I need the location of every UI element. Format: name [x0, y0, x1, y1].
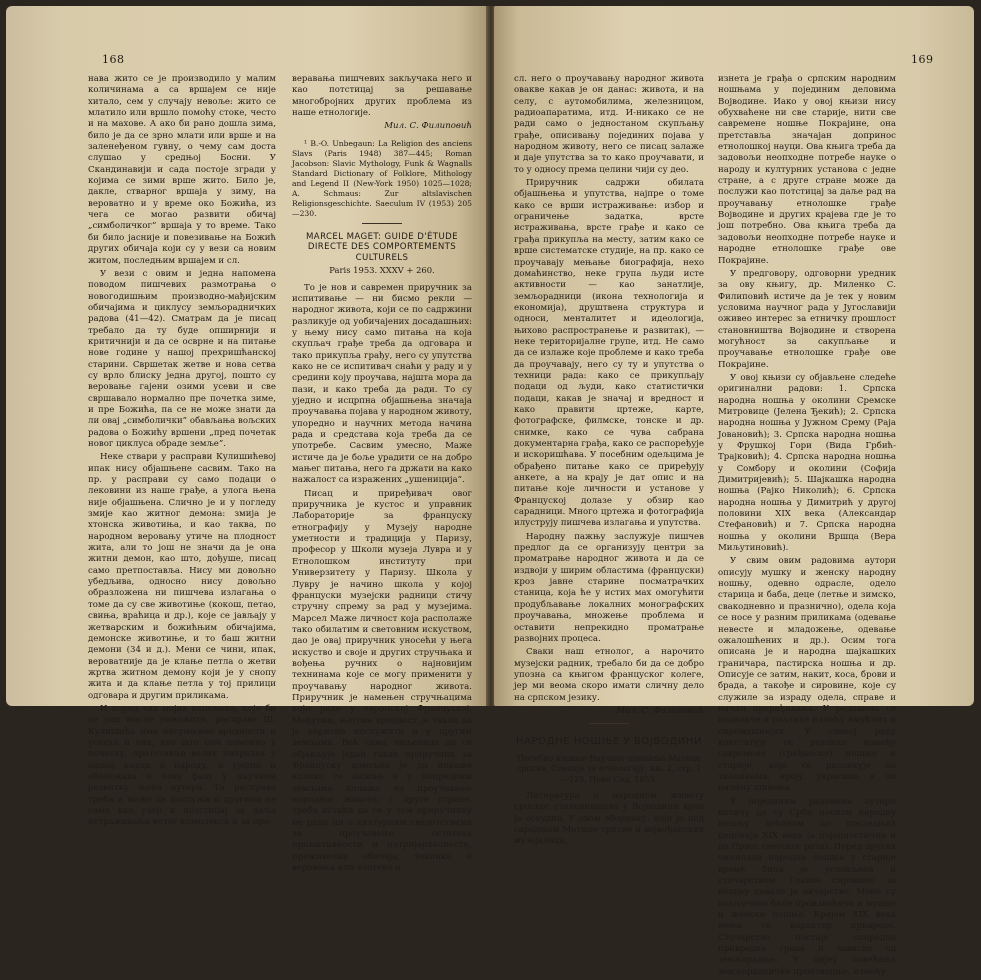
left-col1-paragraph: У вези с овим и једна напомена поводом пишчевих размотрања о новогодишњим производно-мађијским обичајима и циклусу земљорадничких радова (41—42). Сматрам да је писац требало да ту буде опширнији и критичнији и да се осврне и на питање нове године у нашој прехришћанској старини. Свршетак жетве и нова сетва су врло блиску једна другој, пошто су веровање гајени озими усеви и све свршавало нормално пре почетка зиме, и пре Божића, па се не може знати да ли овај „симболички” обављања вољских радова о Божићу вршени „пред почетак новог циклуса обраде земље”. [88, 268, 276, 449]
left-column-1 [88, 74, 276, 831]
right-col2-paragraph: У овој књизи су објављене следеће оригинални радови: 1. Српска народна ношња у околини Сремске Митровице (Јелена Ђекић); 2. Српска народна ношња у Јужном Срему (Раја Јовановић); 3. Српска народна ношња у Фрушкој Гори (Вида Грбић-Трајковић); 4. Српска народна ношња у Сомбору и околини (Софија Димитријевић); 5. Шајкашка народна ношња (Рајко Николић); 6. Српска народна ношња у Димитрић у другој половини XIX века (Александар Стефановић) и 7. Српска народна ношња у околини Вршца (Вера Миљутиновић). [718, 372, 896, 554]
right-col1-paragraph: Литература о народном животу српског становништва у Војводини врло је оскудна. У овом зборнику, који је под сарадњом Матице српске и војвођанских музејалаца, [514, 791, 704, 847]
author-signature: Мил. С. Филиповић [616, 705, 704, 716]
section-heading: НАРОДНЕ НОШЊЕ У ВОЈВОДИНИ [515, 736, 703, 748]
page-number-left: 168 [102, 53, 125, 66]
left-page [6, 6, 488, 874]
left-col1-paragraph: нава жито се је производило у малим количинама а са вршајем се није хитало, сем у случају невоље: жито се млатило или вршло помоћу стоке, често и на махове. А ако би рано дошла зима, било је да се зрно млати или врше и на заленеђеном гувну, о чему сам доста слушао у средњој Босни. У Скандинавији и сада постоје згради у којима се зими врше жито. Било је, дакле, стварног вршаја у зиму, на вероватно и у време око Божића, из чега се могао развити обичај „симболичког” вршаја у то време. Тако би било јасније и повезивање на Божић других обичаја који су у вези са новим житом, последњим вршајем и сл. [88, 74, 276, 266]
footnote: ¹ B.-O. Unbegaun: La Religion des anciens Slavs (Paris 1948) 387—445; Roman Jacobson: Slavic Mythology, Funk & Wagnalls Standard Dictionary of Folklore, Mithology and Legend II (New-York 1950) 1025—1028; A. Schmaus: Zur altslavischen Religionsgeschichte. Saeculum IV (1953) 205—230. [292, 138, 472, 218]
right-page [494, 6, 974, 977]
left-col1-paragraph: Неке ствари у расправи Кулишићевој ипак нису објашњене сасвим. Тако на пр. у расправи су само подаци о лековини из наше грађе, а улога њена није објашњена. Слично је и у погледу змије као житног демона: змија је хтонска животиња, и као таква, по народном веровању утиче на плодност жита, али то још не значи да је она житни демон, као што, дођуше, писац само претпоставља. Нису ми довољно убедљива, односно нису довољно образложена ни пишчева излагања о томе да су све животиње (кокош, петао, свиња, враћица и др.), које се јављају у жетварским и божићњим обичајима, демонске животиње, и то баш житни демони (34 и д.). Мени се чини, ипак, вероватније да је клање петла о жетви жртва житном демону који је у снопу жита и да клање петла у тој прилици одговара и другим приликама. [88, 452, 276, 701]
review-publication: Paris 1953. XXXV + 260. [329, 265, 435, 276]
right-col1-paragraph: сл. него о проучавању народног живота овакве какав је он данас: живота, и на селу, с аутомобилима, железницом, радиоапаратима, итд. И-никако се не ради само о једностаном скупљању грађе, описивању појединих појава у народном животу, него се писац залаже и даје упутства за то како проучавати, и то у односу према целини чији су део. [514, 74, 704, 175]
left-column-2 [292, 74, 472, 876]
right-col2-paragraph: У предговору, одговорни уредник за ову књигу, др. Миленко С. Филиповић истиче да је тек у новим условима научног рада у Југославији оживео интерес за етничку прошлост становништва Војводине и створена могућност за сакупљање и проучавање етнолошке грађе ове Покрајине. [718, 268, 896, 370]
divider [362, 223, 402, 224]
right-col2-paragraph: У појединим радовима аутори истичу да су Срби носили народну ношњу већином до последњих деценија XIX века (а поједностично и до Првог светског рата). Поред других чинилаца народна ношња у старије време била је условљена и сточарством. Главне сировине за ношњу давале је овчарство. Мене су искључиво биле произвођачи и мушке и женске ношње. Крајем XIX века мења се карактер привреде. Сточарство постаје споредна привредна грана и зависно од земљорадње. У цијеу повећања земљорадничке производње, између [718, 796, 896, 977]
right-column-1 [514, 74, 704, 850]
right-col2-paragraph: изнета је грађа о српским народним ношњама у појединим деловима Војводине. Иако у овој књизи нису обухваћене ни све старије, нити све савремене ношње Покрајине, она претставља значајан допринос етнолошкој науци. Ова књига треба да задовољи неопходне потребе науке о народу и културних установа с једне стране, а с друге стране може да послужи као потстицај за даље рад на проучавању етнолошке грађе Војводине и других крајева где је то још потребно. Ова књига треба да задовољи неопходне потребе науке и народне етнолошке грађе ове Покрајине. [718, 74, 896, 266]
divider [589, 723, 629, 724]
left-col2-paragraph: Писац и приређивач овог приручника је кустос и управник Лабораторије за француску етнографију у Музеју народне уметности и традиција у Паризу, професор у Школи музеја Лувра и у Етнолошком институту при Универзитету у Паризу. Школа у Лувру је начино школа у којој француски музејски радници стичу стручну спрему за рад у музејима. Марсел Маже личност која располаже тако обилатим и световним искуством, дао је овај приручник уносећи у њега искуство и своје и других стручњака и вођења ручних о најновијим технинама које се могу применити у проучавању народног живота. Приручник је намењен стручњацима који раде у европској Француској. Међутим, његова вредност је таква да је корисно послужити и у другим земљама. Већ сама чињеница да се објављује један такав приручник за Француску довољна је да покаже колико се пажње и у напредним земљама полаже на проучавање народног живота; с друге стране, треба истаћи да се у том приручнику не ради ни о културним сведотствима за проучавање остатака примитивности и патријархалности, преживелих обичаја, техника и веровања или езотеке и [292, 488, 472, 874]
right-col1-paragraph: Сваки наш етнолог, а нарочито музејски радник, требало би да се добро упозна са књигом француског колеге, јер ми веома скоро имати сличну дело на српском језику. [514, 647, 704, 703]
right-column-2 [718, 74, 896, 980]
left-col2-paragraph: веравања пишчевих закључака него и као потстицај за решавање многобројних других проблема из наше етнологије. [292, 74, 472, 119]
review-title: MARCEL MAGET: GUIDE D'ÉTUDE DIRECTE DES COMPORTEMENTS CULTURELS [305, 231, 458, 263]
bibliographic-note: Посебно издање Научног одељења Матице српске, Секције за етнологију, књ. 2, стр. 1—125, Нови Сад, 1953. [516, 753, 702, 784]
left-col2-paragraph: То је нов и савремен приручник за испитивање — ни бисмо рекли — народног живота, који се по садржини разликује од уобичајених досадашњих: у њему нису само питања на која скупљач грађе треба да одговара и тако прикупља грађу, него су упутства како не се испитивач снаћи у раду и у средини коју проучава, најшта мора да пази, и како треба да ради. То су уједно и исцрпна објашњења значаја проучавања појава у народном животу, упоредно и научних метода начина рада и средстава која треба да се употребе. Сасвим умесно, Маже истиче да је боље урадити се на добро мањег питања, него га држати на како нажалост са изражених „ушениција”. [292, 282, 472, 486]
right-col1-paragraph: Приручник садржи обилата објашњења и упутства, најпре о томе како се врши истраживање: избор и ограничење задатка, врсте истраживања, врсте грађе и како се грађа прикупља на месту, затим како се врше систематске студије, на пр. како се проучавају мењање биографија, нехо домаћинство, неке група људи исте активности — као занатлије, земљорадници (икона технологија и економија), друштвена структура и односи, менталитет и идеологија, њихово распространење и развитак), — неке територијалне групе, итд. Не само да се излаже које проблеме и како треба да проучавају, него су ту и упутства о техници рада: како се прикупљају подаци од људи, како статистички подаци, какав је значај и вредност и како правити цртеже, карте, фотографске, филмске, тонске и др. снимке, како се чува сабрана документарна грађа, како се распоређује и искоришћава. У посебним одељцима је обрађено питање како се приређују анкете, а на крају је дат опис и на питање које личности и установе у Француској долазе у обзир као сарадници. Много цртежа и фотографија илуструју пишчева излагања и упутства. [514, 178, 704, 529]
left-col1-paragraph: И поред тих мојих напомена, које би се још могле умножити, расправе Ш. Кулишића има несумњиве вредности и успеха и она, као што сам поменуо у почетку, претставља велик напредак у нашој науци о народу, а уједно и обележава и нову фазу у научном развитку њена аутора. Та расправа треба и може да послужи и другима не само као узор и потстицај за даља истраживања истог комплекса и за про- [88, 703, 276, 828]
page-number-right: 169 [911, 53, 934, 66]
right-col2-paragraph: У свим овим радовима аутори описују мушку и женску народну ношњу, одевно одрасле, одело старица и баба, деце (летње и зимско, свакодневно и празнично), одела која се носе у разним приликама (одевање невесте и младожење, одевање ожалошћених и др.). Осим тога описана је и народна шајкашких граничара, пастирска ношња и др. Описује се затим, накит, коса, брови и брада, а такође и сировине, које су служиле за израду одела, справе и начин прерађивања. У радовима се подвлаче и разлике између имућних и сиромашнијих. У свакој раду констатују се разлике између савремене (грађанске) ношње и старије, која се разликује по тканинама, кроју, украсима и по начину шивења. [718, 556, 896, 794]
right-col1-paragraph: Народну пажњу заслужује пишчев предлог да се организују центри за проматрање народног живота и да се издвоји у ширим областима (француски) кроз јавне старине посматрачких станица, која ће у истих мах омогућити продубљавање локалних монографских проучавања, множење проблема и оставити непрекидно проматрање развојних процеса. [514, 531, 704, 644]
author-signature: Мил. С. Филиповић [384, 121, 472, 132]
